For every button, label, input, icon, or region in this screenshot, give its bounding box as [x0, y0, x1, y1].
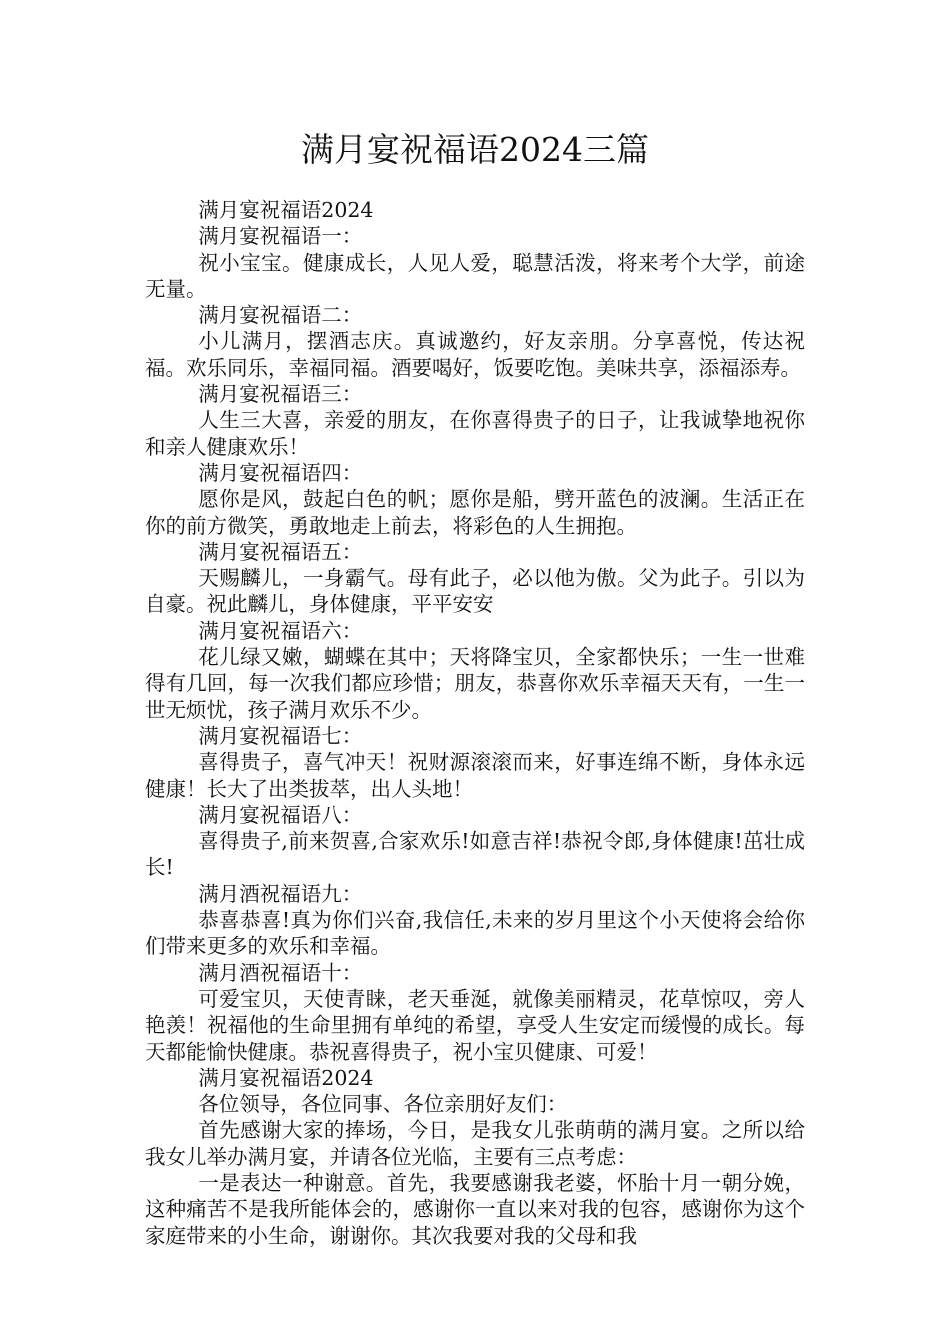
- section-heading: 满月宴祝福语四：: [198, 460, 363, 485]
- section-heading: 满月宴祝福语三：: [198, 382, 363, 407]
- paragraph: 小儿满月，摆酒志庆。真诚邀约，好友亲朋。分享喜悦，传达祝福。欢乐同乐，幸福同福。酒要喝好，饭要吃饱。美味共享，添福添寿。: [145, 329, 805, 380]
- section-heading: 满月酒祝福语十：: [198, 960, 363, 985]
- document-body: [145, 197, 805, 1249]
- section-heading: 满月宴祝福语五：: [198, 539, 363, 564]
- section-heading: 满月酒祝福语九：: [198, 881, 363, 906]
- section-heading: 满月宴祝福语2024: [198, 1065, 374, 1090]
- section-heading: 满月宴祝福语七：: [198, 723, 363, 748]
- paragraph: 满月宴祝福语2024: [198, 198, 374, 222]
- paragraph: 人生三大喜，亲爱的朋友，在你喜得贵子的日子，让我诚挚地祝你和亲人健康欢乐！: [145, 408, 805, 459]
- section-heading: 满月宴祝福语八：: [198, 802, 363, 827]
- section-heading: 满月宴祝福语一：: [198, 224, 363, 249]
- paragraph: 愿你是风，鼓起白色的帆；愿你是船，劈开蓝色的波澜。生活正在你的前方微笑，勇敢地走上前去，将彩色的人生拥抱。: [145, 487, 805, 538]
- paragraph: 首先感谢大家的捧场，今日，是我女儿张萌萌的满月宴。之所以给我女儿举办满月宴，并请各位光临，主要有三点考虑：: [145, 1118, 805, 1169]
- paragraph: 可爱宝贝，天使青睐，老天垂涎，就像美丽精灵，花草惊叹，旁人艳羡！祝福他的生命里拥有单纯的希望，享受人生安定而缓慢的成长。每天都能愉快健康。恭祝喜得贵子，祝小宝贝健康、可爱！: [145, 986, 805, 1064]
- paragraph: 一是表达一种谢意。首先，我要感谢我老婆，怀胎十月一朝分娩，这种痛苦不是我所能体会的，感谢你一直以来对我的包容，感谢你为这个家庭带来的小生命，谢谢你。其次我要对我的父母和我: [145, 1170, 805, 1248]
- paragraph: 恭喜恭喜!真为你们兴奋,我信任,未来的岁月里这个小天使将会给你们带来更多的欢乐和幸福。: [145, 908, 805, 959]
- section-heading: 满月宴祝福语二：: [198, 303, 363, 328]
- paragraph: 天赐麟儿，一身霸气。母有此子，必以他为傲。父为此子。引以为自豪。祝此麟儿，身体健康，平平安安: [145, 566, 805, 617]
- paragraph: 花儿绿又嫩，蝴蝶在其中；天将降宝贝，全家都快乐；一生一世难得有几回，每一次我们都应珍惜；朋友，恭喜你欢乐幸福天天有，一生一世无烦忧，孩子满月欢乐不少。: [145, 645, 805, 722]
- section-heading: 满月宴祝福语六：: [198, 618, 363, 643]
- paragraph: 各位领导，各位同事、各位亲朋好友们：: [198, 1092, 568, 1117]
- paragraph: 祝小宝宝。健康成长，人见人爱，聪慧活泼，将来考个大学，前途无量。: [145, 250, 805, 301]
- document-title: 满月宴祝福语2024三篇: [301, 130, 649, 169]
- paragraph: 喜得贵子,前来贺喜,合家欢乐!如意吉祥!恭祝令郎,身体健康!茁壮成长!: [145, 829, 805, 880]
- paragraph: 喜得贵子，喜气冲天！祝财源滚滚而来，好事连绵不断，身体永远健康！长大了出类拔萃，出人头地！: [145, 750, 805, 801]
